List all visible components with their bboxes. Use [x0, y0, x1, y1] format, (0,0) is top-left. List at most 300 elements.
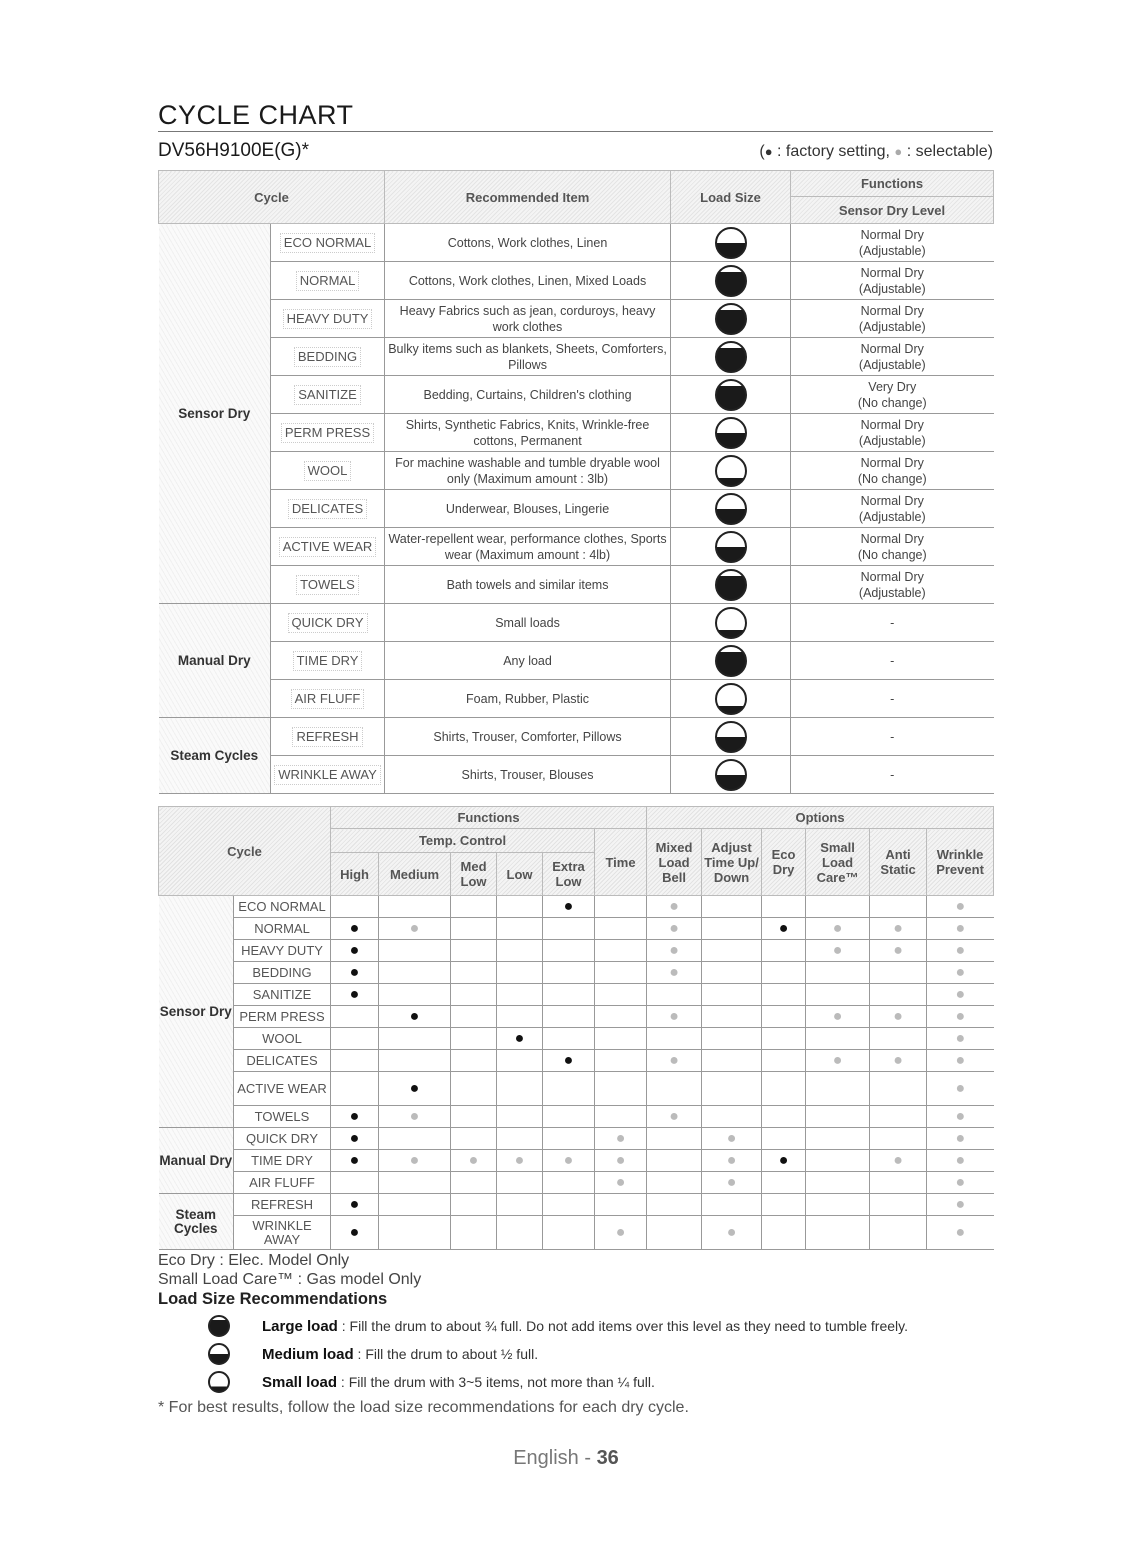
selectable-icon: ● [955, 1195, 966, 1213]
selectable-icon: ● [955, 1007, 966, 1025]
option-cell [379, 1050, 451, 1072]
header2-med-low: Med Low [451, 853, 497, 896]
page-number [0, 1447, 1132, 1470]
option-cell [927, 940, 994, 962]
large-load-text: : Fill the drum to about ¾ full. Do not add items over this level as they need to tumble freely. [337, 1317, 908, 1334]
cycle-group: Manual Dry [159, 1128, 234, 1194]
large-load-icon [715, 265, 747, 297]
option-cell [927, 984, 994, 1006]
option-cell [870, 1106, 927, 1128]
option-cell [870, 1072, 927, 1106]
selectable-icon: ● [615, 1151, 626, 1169]
option-cell [762, 1106, 806, 1128]
header2-temp-control: Temp. Control [331, 829, 595, 853]
dry-level-note: (Adjustable) [858, 243, 926, 258]
option-cell [927, 1150, 994, 1172]
page-lang: English - [513, 1447, 597, 1469]
cycle-name-cell [271, 680, 385, 718]
table-row [159, 756, 994, 794]
option-cell [762, 1216, 806, 1250]
factory-setting-icon: ● [349, 963, 360, 981]
selectable-icon: ● [893, 941, 903, 959]
option-cell [497, 918, 543, 940]
large-load-label: Large load [262, 1317, 338, 1335]
option-cell [647, 1194, 702, 1216]
option-cell [927, 1050, 994, 1072]
selectable-icon: ● [955, 1129, 966, 1147]
recommended-item: Foam, Rubber, Plastic [385, 680, 671, 718]
option-cell [647, 962, 702, 984]
option-cell [595, 1172, 647, 1194]
sensor-dry-level [791, 300, 994, 338]
option-cell [595, 1028, 647, 1050]
header2-eco-dry: Eco Dry [762, 829, 806, 896]
option-cell [543, 1128, 595, 1150]
small-load-icon [715, 683, 747, 715]
table-row [159, 1106, 994, 1128]
option-cell [762, 984, 806, 1006]
large-load-row [208, 1315, 993, 1337]
header-functions: Functions [791, 171, 994, 197]
header-recommended-item: Recommended Item [385, 171, 671, 224]
factory-setting-icon: ● [349, 1129, 360, 1147]
option-cell [647, 1128, 702, 1150]
option-cell [762, 1050, 806, 1072]
factory-setting-icon: ● [349, 985, 360, 1003]
option-cell [595, 1216, 647, 1250]
sensor-dry-level [791, 338, 994, 376]
option-cell [595, 1194, 647, 1216]
dry-level-note: (No change) [857, 395, 927, 410]
factory-setting-icon: ● [349, 941, 360, 959]
option-cell [702, 1216, 762, 1250]
option-cell [702, 918, 762, 940]
selectable-icon: ● [832, 1051, 843, 1069]
option-cell [870, 1150, 927, 1172]
option-cell [647, 1072, 702, 1106]
option-cell [870, 1028, 927, 1050]
option-cell [595, 1072, 647, 1106]
option-cell [451, 1050, 497, 1072]
option-cell [331, 1194, 379, 1216]
cycle-name: TIME DRY [234, 1150, 331, 1172]
load-size-title: Load Size Recommendations [158, 1290, 388, 1308]
selectable-icon: ● [955, 919, 966, 937]
option-cell [806, 1106, 870, 1128]
option-cell [497, 1028, 543, 1050]
medium-load-icon [715, 759, 747, 791]
option-cell [647, 1050, 702, 1072]
header-cycle: Cycle [159, 171, 385, 224]
selectable-icon: ● [955, 1079, 966, 1097]
option-cell [647, 1150, 702, 1172]
option-cell [497, 1106, 543, 1128]
option-cell [806, 1194, 870, 1216]
option-cell [702, 962, 762, 984]
subhead [158, 140, 993, 164]
table-row [159, 962, 994, 984]
option-cell [870, 1172, 927, 1194]
load-size-cell [671, 338, 791, 376]
selectable-icon: ● [955, 1107, 966, 1125]
cycle-name: DELICATES [288, 499, 367, 519]
dry-level: Normal Dry [860, 227, 924, 242]
option-cell [497, 896, 543, 918]
option-cell [451, 896, 497, 918]
selectable-icon: ● [955, 985, 966, 1003]
option-cell [762, 1006, 806, 1028]
cycle-name: ACTIVE WEAR [279, 537, 377, 557]
selectable-icon: ● [468, 1151, 479, 1169]
medium-load-icon [208, 1343, 230, 1365]
recommended-item: Shirts, Trouser, Comforter, Pillows [385, 718, 671, 756]
medium-load-label: Medium load [262, 1345, 354, 1363]
option-cell [543, 940, 595, 962]
factory-setting-icon: ● [514, 1029, 525, 1047]
load-size-cell [671, 528, 791, 566]
table-row [159, 566, 994, 604]
small-load-icon [715, 607, 747, 639]
cycle-name: REFRESH [292, 727, 362, 747]
cycle-name: ACTIVE WEAR [234, 1072, 331, 1106]
cycle-name-cell [271, 718, 385, 756]
option-cell [379, 1006, 451, 1028]
option-cell [762, 1072, 806, 1106]
selectable-icon: ● [955, 1151, 966, 1169]
cycle-name-cell [271, 376, 385, 414]
header-sensor-dry-level: Sensor Dry Level [791, 197, 994, 224]
selectable-icon: ● [615, 1223, 626, 1241]
dry-level: Normal Dry [860, 417, 924, 432]
option-cell [702, 1194, 762, 1216]
option-cell [595, 984, 647, 1006]
option-cell [331, 1006, 379, 1028]
option-cell [543, 1050, 595, 1072]
page-num: 36 [596, 1447, 619, 1469]
sensor-dry-level [791, 414, 994, 452]
cycle-name: AIR FLUFF [234, 1172, 331, 1194]
option-cell [451, 984, 497, 1006]
functions-options-table [158, 806, 994, 1250]
load-size-cell [671, 642, 791, 680]
option-cell [806, 1150, 870, 1172]
cycle-name-cell [271, 490, 385, 528]
factory-label: : factory setting, [772, 143, 895, 160]
cycle-name: SANITIZE [294, 385, 361, 405]
factory-selectable-legend [759, 143, 993, 161]
selectable-icon: ● [563, 1151, 574, 1169]
header2-time: Time [595, 829, 647, 896]
option-cell [497, 1050, 543, 1072]
option-cell [497, 1216, 543, 1250]
cycle-name: QUICK DRY [234, 1128, 331, 1150]
cycle-name: ECO NORMAL [280, 233, 375, 253]
cycle-group: Manual Dry [159, 604, 271, 718]
option-cell [543, 962, 595, 984]
option-cell [595, 896, 647, 918]
large-load-icon [715, 379, 747, 411]
small-load-text: : Fill the drum with 3~5 items, not more than ¼ full. [337, 1373, 655, 1390]
option-cell [927, 1006, 994, 1028]
selectable-icon: ● [669, 897, 679, 915]
table-row [159, 1172, 994, 1194]
sensor-dry-level [791, 376, 994, 414]
recommended-item: Bath towels and similar items [385, 566, 671, 604]
table-row [159, 1050, 994, 1072]
load-size-cell [671, 262, 791, 300]
header2-medium: Medium [379, 853, 451, 896]
cycle-name-cell [271, 566, 385, 604]
option-cell [927, 896, 994, 918]
cycle-name: BEDDING [294, 347, 361, 367]
option-cell [762, 962, 806, 984]
selectable-icon: ● [893, 1051, 903, 1069]
cycle-name: WOOL [304, 461, 352, 481]
header-load-size: Load Size [671, 171, 791, 224]
header2-functions: Functions [331, 807, 647, 829]
header2-cycle: Cycle [159, 807, 331, 896]
cycle-name-cell [271, 452, 385, 490]
factory-setting-icon: ● [349, 1107, 360, 1125]
selectable-icon: ● [514, 1151, 525, 1169]
dry-level-note: (Adjustable) [858, 319, 926, 334]
option-cell [331, 1150, 379, 1172]
option-cell [451, 1172, 497, 1194]
table-row [159, 338, 994, 376]
table-row [159, 262, 994, 300]
factory-setting-icon: ● [349, 1223, 360, 1241]
cycle-name: WRINKLE AWAY [274, 765, 380, 785]
cycle-group: Sensor Dry [159, 896, 234, 1128]
option-cell [762, 940, 806, 962]
cycle-name-cell [271, 300, 385, 338]
option-cell [647, 1006, 702, 1028]
option-cell [379, 1172, 451, 1194]
recommended-item: Cottons, Work clothes, Linen, Mixed Loads [385, 262, 671, 300]
header2-wrinkle-prevent: Wrinkle Prevent [927, 829, 994, 896]
dry-level: Normal Dry [860, 455, 924, 470]
medium-load-icon [715, 227, 747, 259]
selectable-icon: ● [669, 1007, 679, 1025]
recommended-item: Any load [385, 642, 671, 680]
option-cell [451, 1128, 497, 1150]
cycle-name: QUICK DRY [288, 613, 368, 633]
table-row [159, 1028, 994, 1050]
option-cell [702, 1050, 762, 1072]
table-row [159, 984, 994, 1006]
small-load-icon [208, 1371, 230, 1393]
recommended-item: Heavy Fabrics such as jean, corduroys, heavy work clothes [385, 300, 671, 338]
option-cell [870, 1216, 927, 1250]
option-cell [331, 962, 379, 984]
cycle-name: PERM PRESS [234, 1006, 331, 1028]
selectable-icon: ● [955, 1173, 966, 1191]
option-cell [870, 1128, 927, 1150]
option-cell [379, 1106, 451, 1128]
recommended-item: Bedding, Curtains, Children's clothing [385, 376, 671, 414]
dry-level: - [890, 729, 895, 744]
option-cell [806, 1172, 870, 1194]
option-cell [647, 940, 702, 962]
option-cell [806, 962, 870, 984]
recommended-item: Shirts, Synthetic Fabrics, Knits, Wrinkle-free cottons, Permanent [385, 414, 671, 452]
option-cell [595, 1128, 647, 1150]
cycle-name: HEAVY DUTY [283, 309, 373, 329]
option-cell [331, 1028, 379, 1050]
small-load-note: Small Load Care™ : Gas model Only [158, 1271, 422, 1288]
load-size-cell [671, 604, 791, 642]
medium-load-text: : Fill the drum to about ½ full. [353, 1345, 539, 1362]
cycle-name-cell [271, 756, 385, 794]
selectable-icon: ● [893, 1007, 903, 1025]
load-size-cell [671, 300, 791, 338]
sensor-dry-level [791, 528, 994, 566]
table-row [159, 1128, 994, 1150]
dry-level-note: (Adjustable) [858, 281, 926, 296]
option-cell [331, 918, 379, 940]
option-cell [497, 984, 543, 1006]
selectable-icon: ● [832, 941, 843, 959]
option-cell [762, 1194, 806, 1216]
header2-extra-low: Extra Low [543, 853, 595, 896]
sensor-dry-level [791, 452, 994, 490]
large-load-icon [715, 645, 747, 677]
factory-dot-icon: ● [764, 144, 773, 159]
small-load-icon [715, 455, 747, 487]
option-cell [543, 1006, 595, 1028]
large-load-icon [715, 569, 747, 601]
option-cell [497, 1128, 543, 1150]
option-cell [497, 1072, 543, 1106]
load-size-cell [671, 490, 791, 528]
cycle-group: Sensor Dry [159, 224, 271, 604]
selectable-dot-icon: ● [894, 144, 903, 159]
option-cell [647, 896, 702, 918]
factory-setting-icon: ● [409, 1079, 420, 1097]
small-load-row [208, 1371, 993, 1393]
table-row [159, 940, 994, 962]
dry-level: Normal Dry [860, 569, 924, 584]
option-cell [497, 1172, 543, 1194]
selectable-icon: ● [955, 941, 966, 959]
dry-level: - [890, 691, 895, 706]
cycle-name-cell [271, 338, 385, 376]
option-cell [927, 1072, 994, 1106]
dry-level: Very Dry [868, 379, 917, 394]
table-row [159, 452, 994, 490]
option-cell [543, 1150, 595, 1172]
header2-mixed-load-bell: Mixed Load Bell [647, 829, 702, 896]
cycle-name: NORMAL [296, 271, 360, 291]
option-cell [543, 984, 595, 1006]
sensor-dry-level [791, 490, 994, 528]
sensor-dry-level [791, 718, 994, 756]
cycle-name: WOOL [234, 1028, 331, 1050]
option-cell [379, 940, 451, 962]
recommended-item: Bulky items such as blankets, Sheets, Comforters, Pillows [385, 338, 671, 376]
option-cell [806, 1128, 870, 1150]
option-cell [497, 1150, 543, 1172]
option-cell [451, 1194, 497, 1216]
option-cell [870, 918, 927, 940]
table-row [159, 300, 994, 338]
table-row [159, 414, 994, 452]
factory-setting-icon: ● [778, 919, 789, 937]
table-row [159, 1216, 994, 1250]
option-cell [806, 1028, 870, 1050]
option-cell [451, 1072, 497, 1106]
load-size-cell [671, 224, 791, 262]
cycle-name: REFRESH [234, 1194, 331, 1216]
legend-paren: ( [759, 143, 765, 160]
small-load-label: Small load [262, 1373, 338, 1391]
footnote: * For best results, follow the load size recommendations for each dry cycle. [158, 1399, 689, 1416]
model-number: DV56H9100E(G)* [158, 140, 310, 161]
recommended-item: For machine washable and tumble dryable wool only (Maximum amount : 3lb) [385, 452, 671, 490]
option-cell [806, 1050, 870, 1072]
table-row [159, 490, 994, 528]
recommended-item: Small loads [385, 604, 671, 642]
option-cell [497, 962, 543, 984]
table-row [159, 1150, 994, 1172]
sensor-dry-level [791, 680, 994, 718]
option-cell [647, 984, 702, 1006]
cycle-name: DELICATES [234, 1050, 331, 1072]
selectable-icon: ● [615, 1173, 626, 1191]
option-cell [806, 984, 870, 1006]
option-cell [806, 1216, 870, 1250]
header2-adjust-time: Adjust Time Up/ Down [702, 829, 762, 896]
option-cell [451, 918, 497, 940]
sensor-dry-level [791, 224, 994, 262]
cycle-name-cell [271, 414, 385, 452]
cycle-name: TOWELS [296, 575, 359, 595]
dry-level-note: (Adjustable) [858, 433, 926, 448]
option-cell [927, 962, 994, 984]
option-cell [543, 1172, 595, 1194]
medium-load-icon [715, 531, 747, 563]
option-cell [762, 1150, 806, 1172]
option-cell [451, 1106, 497, 1128]
header2-small-load-care: Small Load Care™ [806, 829, 870, 896]
dry-level: Normal Dry [860, 265, 924, 280]
selectable-icon: ● [726, 1151, 737, 1169]
option-cell [870, 1050, 927, 1072]
option-cell [702, 896, 762, 918]
option-cell [762, 918, 806, 940]
option-cell [702, 1072, 762, 1106]
dry-level-note: (No change) [857, 471, 927, 486]
option-cell [647, 918, 702, 940]
load-size-cell [671, 718, 791, 756]
medium-load-icon [715, 721, 747, 753]
cycle-name: TOWELS [234, 1106, 331, 1128]
option-cell [762, 896, 806, 918]
factory-setting-icon: ● [349, 1151, 360, 1169]
load-size-cell [671, 566, 791, 604]
large-load-icon [715, 341, 747, 373]
cycle-name: PERM PRESS [281, 423, 374, 443]
factory-setting-icon: ● [409, 1007, 420, 1025]
option-cell [870, 1006, 927, 1028]
option-cell [497, 1194, 543, 1216]
option-cell [543, 1072, 595, 1106]
medium-load-icon [715, 417, 747, 449]
cycle-name-cell [271, 528, 385, 566]
medium-load-icon [715, 493, 747, 525]
option-cell [702, 984, 762, 1006]
option-cell [806, 918, 870, 940]
